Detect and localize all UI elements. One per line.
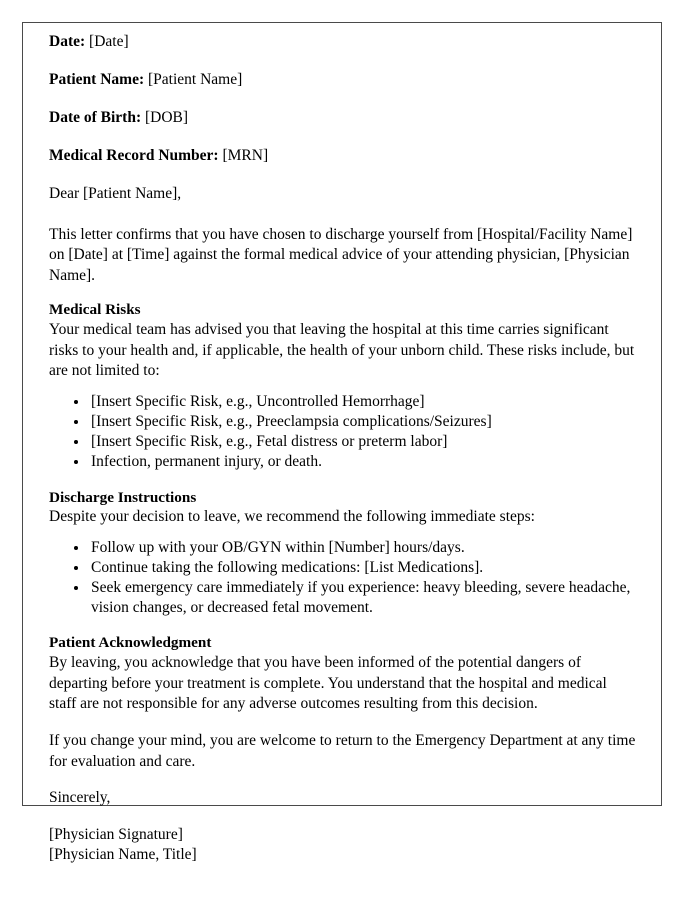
list-item: • Follow up with your OB/GYN within [Number] hours/days. — [89, 538, 637, 558]
field-date — [49, 33, 637, 52]
section-heading-medical-risks: Medical Risks — [49, 301, 141, 319]
salutation: Dear [Patient Name], — [49, 184, 182, 202]
field-patient-name — [49, 71, 637, 90]
signature-line-physician-signature: [Physician Signature] — [49, 825, 183, 843]
field-medical-record-number — [49, 147, 637, 166]
signature-block — [49, 825, 637, 866]
closing-salutation: Sincerely, — [49, 789, 111, 807]
signature-line-physician-name-title: [Physician Name, Title] — [49, 846, 197, 864]
field-date-of-birth — [49, 109, 637, 128]
section-heading-patient-acknowledgment: Patient Acknowledgment — [49, 634, 212, 652]
section-intro-discharge-instructions: Despite your decision to leave, we recommend the following immediate steps: — [49, 508, 535, 526]
field-medical-record-number-label: Medical Record Number: — [49, 146, 219, 164]
field-date-of-birth-label: Date of Birth: — [49, 108, 142, 126]
field-date-value: [Date] — [89, 33, 129, 50]
opening-paragraph: This letter confirms that you have chosen to discharge yourself from [Hospital/Facility Name] on [Date] at [Time] against the formal medical advice of your attending physician, [Physician Name]. — [49, 225, 633, 284]
list-item: • [Insert Specific Risk, e.g., Preeclampsia complications/Seizures] — [89, 412, 637, 432]
section-intro-medical-risks: Your medical team has advised you that leaving the hospital at this time carries significant risks to your health and, if applicable, the health of your unborn child. These risks include, but are not limited to: — [49, 321, 635, 380]
list-item: • Continue taking the following medications: [List Medications]. — [89, 558, 637, 578]
discharge-instructions-list — [49, 538, 637, 619]
field-medical-record-number-value: [MRN] — [222, 146, 269, 164]
section-intro-patient-acknowledgment: By leaving, you acknowledge that you have been informed of the potential dangers of departing before your treatment is complete. You understand that the hospital and medical staff are not responsible for any adverse outcomes resulting from this decision. — [49, 654, 607, 713]
section-heading-discharge-instructions: Discharge Instructions — [49, 488, 197, 506]
list-item: • [Insert Specific Risk, e.g., Uncontrolled Hemorrhage] — [89, 392, 637, 412]
document-content — [49, 33, 637, 866]
return-paragraph: If you change your mind, you are welcome to return to the Emergency Department at any time for evaluation and care. — [49, 732, 636, 770]
list-item: • [Insert Specific Risk, e.g., Fetal distress or preterm labor] — [89, 432, 637, 452]
medical-risks-list — [49, 392, 637, 473]
field-patient-name-label: Patient Name: — [49, 70, 145, 88]
document-page — [22, 22, 662, 864]
list-item: • Seek emergency care immediately if you experience: heavy bleeding, severe headache, vision changes, or decreased fetal movement. — [89, 578, 637, 618]
field-patient-name-value: [Patient Name] — [148, 70, 243, 88]
field-date-label: Date: — [49, 33, 86, 50]
list-item: • Infection, permanent injury, or death. — [89, 452, 637, 472]
field-date-of-birth-value: [DOB] — [145, 108, 189, 126]
